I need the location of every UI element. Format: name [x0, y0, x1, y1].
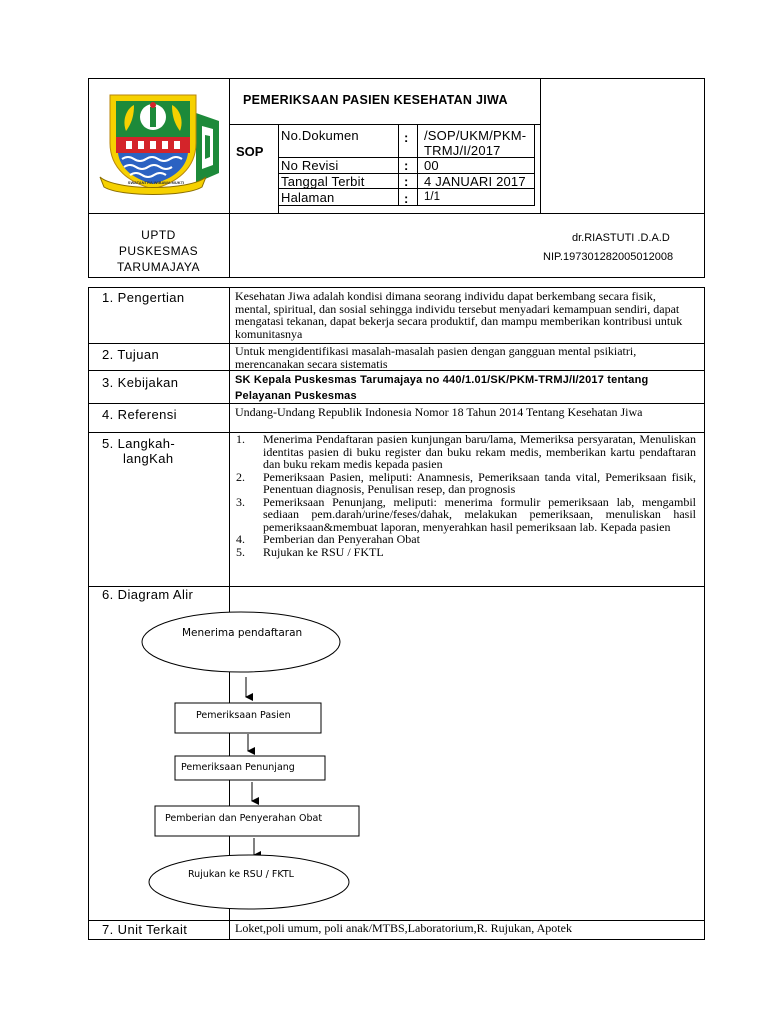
section-label-pengertian: 1. Pengertian: [102, 290, 185, 305]
org-line: PUSKESMAS: [118, 244, 199, 258]
step-text: Pemeriksaan Pasien, meliputi: Anamnesis, Pemeriksaan tanda vital, Pemeriksaan fisik, Penentuan diagnosis, Penulisan resep, dan prognosis: [263, 469, 696, 496]
step-text: Pemberian dan Penyerahan Obat: [263, 532, 420, 546]
field-value-halaman: 1/1: [424, 191, 440, 203]
section-label-unit: 7. Unit Terkait: [102, 922, 188, 937]
field-label-tanggal-terbit: Tanggal Terbit: [281, 174, 365, 189]
signer-nip: NIP.197301282005012008: [543, 251, 674, 263]
section-text-tujuan: Untuk mengidentifikasi masalah-masalah pasien dengan gangguan mental psikiatri, merencanakan secara sistematis: [235, 344, 637, 371]
flow-node-start: [142, 612, 340, 672]
step-text: Pemeriksaan Penunjang, meliputi: menerima formulir pemeriksaan lab, mengambil sediaan pem.darah/urine/feses/dahak, melakukan pemeriksaan, menuliskan hasil pemeriksaan&membuat laporan, menyerahkan hasil pemeriksaan lab. Kepada pasien: [263, 494, 696, 534]
section-text-kebijakan: SK Kepala Puskesmas Tarumajaya no 440/1.01/SK/PKM-TRMJ/I/2017 tentang Pelayanan Puskesmas: [235, 374, 649, 402]
flow-label: Menerima pendaftaran: [182, 627, 303, 639]
org-line: TARUMAJAYA: [116, 260, 200, 274]
section-text-referensi: Undang-Undang Republik Indonesia Nomor 18 Tahun 2014 Tentang Kesehatan Jiwa: [235, 405, 643, 419]
field-sep: :: [404, 191, 409, 206]
document-title: PEMERIKSAAN PASIEN KESEHATAN JIWA: [243, 93, 508, 107]
step-number: 4.: [236, 532, 245, 546]
field-label-no-dokumen: No.Dokumen: [281, 128, 359, 143]
step-number: 1.: [236, 432, 245, 446]
field-label-no-revisi: No Revisi: [281, 158, 339, 173]
field-value-no-dokumen: /SOP/UKM/PKM-TRMJ/I/2017: [424, 128, 527, 158]
flow-label: Pemberian dan Penyerahan Obat: [165, 813, 323, 824]
signer-name: dr.RIASTUTI .D.A.D: [572, 232, 670, 244]
logo-motto: SWATANTRA WIBAWA MUKTI: [127, 180, 185, 185]
section-text-pengertian: Kesehatan Jiwa adalah kondisi dimana seorang individu dapat berkembang secara fisik, mental, spiritual, dan sosial sehingga individu tersebut menyadari kemampuan sendiri, dapat mengatasi tekanan, dapat bekerja secara produktif, dan mampu memberikan kontribusi untuk komunitasnya: [235, 289, 683, 341]
section-text-unit: Loket,poli umum, poli anak/MTBS,Laboratorium,R. Rujukan, Apotek: [235, 921, 572, 935]
flow-label: Pemeriksaan Penunjang: [181, 762, 295, 773]
field-label-halaman: Halaman: [281, 190, 335, 205]
step-text: Rujukan ke RSU / FKTL: [263, 544, 384, 559]
org-line: UPTD: [141, 228, 176, 242]
step-number: 3.: [236, 494, 245, 509]
flow-node-rujukan: [149, 855, 349, 909]
step-number: 2.: [236, 469, 245, 484]
section-label-kebijakan: 3. Kebijakan: [102, 375, 179, 390]
sop-label: SOP: [236, 144, 264, 159]
section-label-diagram: 6. Diagram Alir: [102, 587, 194, 602]
section-label-langkah-2: langKah: [123, 451, 174, 466]
section-label-referensi: 4. Referensi: [102, 407, 177, 422]
field-value-tanggal-terbit: 4 JANUARI 2017: [424, 174, 526, 189]
flow-label: Rujukan ke RSU / FKTL: [188, 869, 294, 880]
step-text: Menerima Pendaftaran pasien kunjungan baru/lama, Memeriksa persyaratan, Menuliskan identitas pasien di buku register dan buku rekam medis, memberikan kartu pendaftaran dan buku rekam medis kepada pasien: [263, 432, 696, 471]
field-sep: :: [404, 158, 409, 173]
field-value-no-revisi: 00: [424, 158, 439, 173]
field-sep: :: [404, 174, 409, 189]
flow-label: Pemeriksaan Pasien: [196, 710, 291, 721]
field-sep: :: [404, 130, 409, 145]
step-number: 5.: [236, 544, 245, 559]
section-label-langkah: 5. Langkah-: [102, 436, 176, 451]
section-label-tujuan: 2. Tujuan: [102, 347, 160, 362]
